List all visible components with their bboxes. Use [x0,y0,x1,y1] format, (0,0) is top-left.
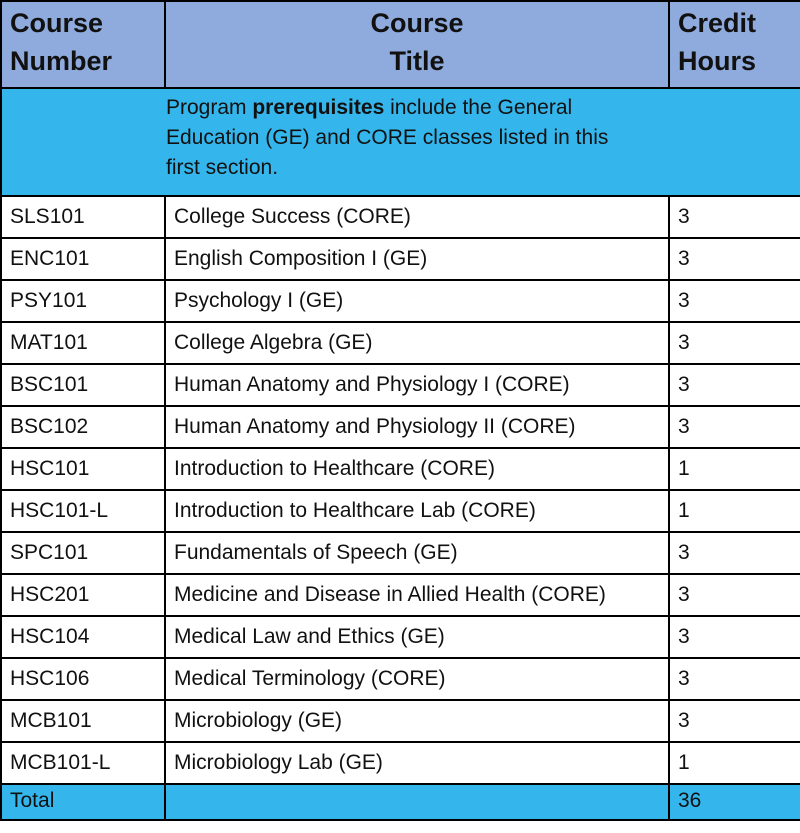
table-row [1,364,800,406]
credit-hours-cell: 3 [669,196,800,238]
credit-hours-cell: 3 [669,280,800,322]
credit-hours-cell: 1 [669,742,800,784]
credit-hours-cell: 3 [669,406,800,448]
course-title-cell: Human Anatomy and Physiology I (CORE) [165,364,669,406]
prerequisites-note: Program prerequisites include the General Education (GE) and CORE classes listed in this first section. [1,88,800,196]
credit-hours-cell: 1 [669,448,800,490]
course-title-cell: Medical Terminology (CORE) [165,658,669,700]
credit-hours-cell: 3 [669,532,800,574]
table-row [1,700,800,742]
course-number-cell: MCB101-L [1,742,165,784]
credit-hours-cell: 3 [669,238,800,280]
course-number-cell: PSY101 [1,280,165,322]
credit-hours-cell: 1 [669,490,800,532]
prerequisites-note-row [1,88,800,196]
course-number-cell: HSC104 [1,616,165,658]
course-number-cell: SPC101 [1,532,165,574]
course-title-cell: Introduction to Healthcare (CORE) [165,448,669,490]
total-label: Total [1,784,165,820]
total-title [165,784,669,820]
course-number-cell: HSC101 [1,448,165,490]
course-number-cell: BSC102 [1,406,165,448]
total-credits: 36 [669,784,800,820]
table-row [1,490,800,532]
credit-hours-cell: 3 [669,574,800,616]
header-row [1,1,800,88]
credit-hours-cell: 3 [669,364,800,406]
course-number-cell: BSC101 [1,364,165,406]
course-title-cell: College Success (CORE) [165,196,669,238]
credit-hours-cell: 3 [669,658,800,700]
table-row [1,406,800,448]
table-row [1,532,800,574]
note-emphasis: prerequisites [252,96,385,119]
credit-hours-cell: 3 [669,616,800,658]
course-title-cell: English Composition I (GE) [165,238,669,280]
credit-hours-cell: 3 [669,700,800,742]
course-title-cell: Microbiology Lab (GE) [165,742,669,784]
course-title-header: Course Title [165,1,669,88]
course-title-cell: Medicine and Disease in Allied Health (CORE) [165,574,669,616]
course-number-cell: HSC101-L [1,490,165,532]
course-number-cell: HSC106 [1,658,165,700]
course-title-cell: College Algebra (GE) [165,322,669,364]
course-title-cell: Microbiology (GE) [165,700,669,742]
table-row [1,616,800,658]
table-row [1,448,800,490]
course-title-cell: Medical Law and Ethics (GE) [165,616,669,658]
table-row [1,322,800,364]
table-row [1,238,800,280]
course-number-cell: HSC201 [1,574,165,616]
course-title-cell: Psychology I (GE) [165,280,669,322]
course-title-cell: Human Anatomy and Physiology II (CORE) [165,406,669,448]
credit-hours-cell: 3 [669,322,800,364]
table-row [1,196,800,238]
course-number-cell: SLS101 [1,196,165,238]
credit-hours-header: Credit Hours [669,1,800,88]
table-row [1,742,800,784]
total-row [1,784,800,820]
table-row [1,280,800,322]
course-title-cell: Fundamentals of Speech (GE) [165,532,669,574]
course-number-cell: ENC101 [1,238,165,280]
table-row [1,574,800,616]
table-row [1,658,800,700]
course-number-cell: MCB101 [1,700,165,742]
course-number-cell: MAT101 [1,322,165,364]
course-title-cell: Introduction to Healthcare Lab (CORE) [165,490,669,532]
course-number-header: Course Number [1,1,165,88]
